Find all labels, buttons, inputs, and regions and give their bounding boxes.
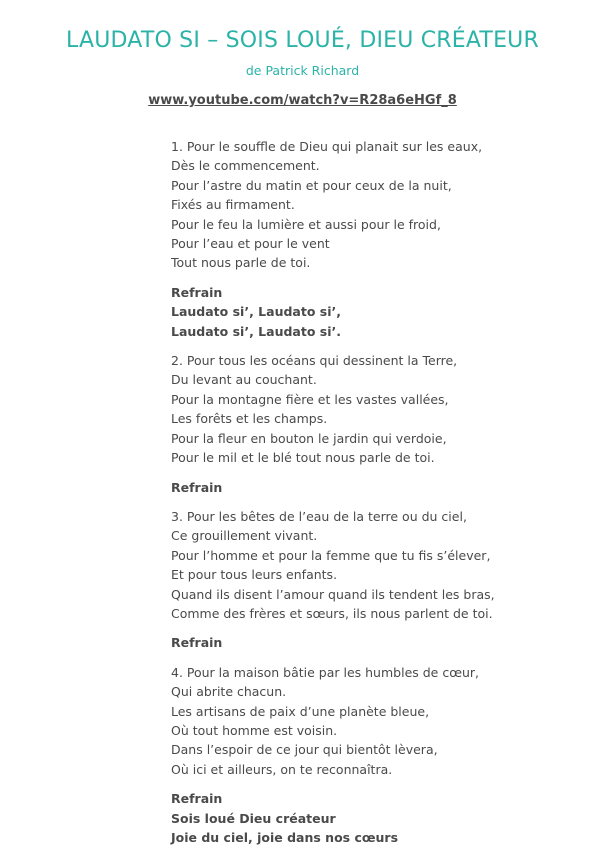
verse-line: Pour l’eau et pour le vent xyxy=(171,236,330,252)
refrain-line: Refrain xyxy=(171,791,223,807)
verse-line: Fixés au firmament. xyxy=(171,197,295,213)
page-title: LAUDATO SI – SOIS LOUÉ, DIEU CRÉATEUR xyxy=(66,28,539,53)
verse-line: 4. Pour la maison bâtie par les humbles de cœur, xyxy=(171,664,480,680)
verse-line: 1. Pour le souffle de Dieu qui planait sur les eaux, xyxy=(171,139,483,154)
verse-line: Pour l’homme et pour la femme que tu fis s’élever, xyxy=(171,547,491,563)
refrain-block xyxy=(171,633,591,652)
verse-line: Pour le feu la lumière et aussi pour le froid, xyxy=(171,216,441,232)
verse-line: Ce grouillement vivant. xyxy=(171,528,318,544)
verse-block xyxy=(171,137,591,273)
verse-line: Pour le mil et le blé tout nous parle de toi. xyxy=(171,450,435,466)
verse-line: Dans l’espoir de ce jour qui bientôt lèvera, xyxy=(171,742,438,758)
refrain-line: Refrain xyxy=(171,284,223,300)
refrain-line: Laudato si’, Laudato si’, xyxy=(171,304,341,320)
verse-line: 3. Pour les bêtes de l’eau de la terre ou du ciel, xyxy=(171,508,467,524)
verse-line: Pour la fleur en bouton le jardin qui verdoie, xyxy=(171,430,447,446)
verse-line: Comme des frères et sœurs, ils nous parlent de toi. xyxy=(171,605,493,621)
lyrics-body xyxy=(171,137,591,857)
verse-line: Dès le commencement. xyxy=(171,158,320,174)
verse-line: Où tout homme est voisin. xyxy=(171,722,338,738)
verse-line: Quand ils disent l’amour quand ils tendent les bras, xyxy=(171,586,495,602)
verse-block xyxy=(171,507,591,623)
verse-line: Pour l’astre du matin et pour ceux de la nuit, xyxy=(171,177,452,193)
verse-line: Du levant au couchant. xyxy=(171,372,317,388)
refrain-line: Refrain xyxy=(171,479,223,495)
refrain-block xyxy=(171,478,591,497)
refrain-line: Laudato si’, Laudato si’. xyxy=(171,323,341,339)
refrain-block xyxy=(171,789,591,847)
verse-line: Les artisans de paix d’une planète bleue, xyxy=(171,703,430,719)
verse-block xyxy=(171,351,591,467)
verse-line: Et pour tous leurs enfants. xyxy=(171,567,338,583)
verse-line: Où ici et ailleurs, on te reconnaîtra. xyxy=(171,761,393,777)
verse-block xyxy=(171,663,591,779)
refrain-line: Sois loué Dieu créateur xyxy=(171,810,336,826)
verse-line: Tout nous parle de toi. xyxy=(171,255,311,271)
video-link[interactable]: www.youtube.com/watch?v=R28a6eHGf_8 xyxy=(148,93,457,108)
verse-line: Qui abrite chacun. xyxy=(171,684,287,700)
refrain-block xyxy=(171,283,591,341)
author-credit: de Patrick Richard xyxy=(245,63,360,78)
verse-line: Les forêts et les champs. xyxy=(171,411,328,427)
refrain-line: Refrain xyxy=(171,635,223,651)
verse-line: Pour la montagne fière et les vastes vallées, xyxy=(171,391,449,407)
verse-line: 2. Pour tous les océans qui dessinent la Terre, xyxy=(171,353,458,369)
refrain-line: Joie du ciel, joie dans nos cœurs xyxy=(171,830,399,845)
